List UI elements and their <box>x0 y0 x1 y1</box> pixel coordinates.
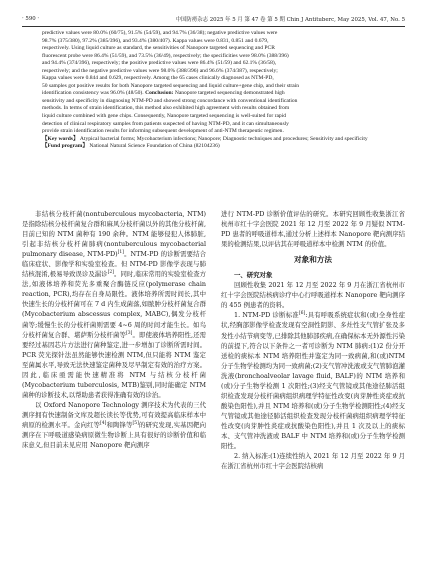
citation: [5] <box>132 420 139 426</box>
abstract-line: respectively; and the negative predictive values were 98.0% (388/396) and 96.6% (374/387), respectively; <box>42 67 278 74</box>
citation: [6] <box>298 311 306 317</box>
abstract-line: 98.7% (375/380), 97.2% (385/396), and 93.4% (380/407). Kappa values were 0.831, 0.851 and 0.679, <box>42 37 269 44</box>
journal-citation: 中国防痨杂志 2025 年 5 月 第 47 卷 第 5 期 Chin J Antituberc, May 2025, Vol. 47, No. 5 <box>175 17 405 23</box>
conclusion-line: methods. In terms of strain identification, this method also exhibited high agreement with results obtained from <box>42 105 290 112</box>
abstract-line: fluorescent probe were 86.4% (51/59), and 73.5% (36/49), respectively; the specificities were 98.0% (388/396) <box>42 52 289 59</box>
methods-paragraph-2 <box>221 310 405 451</box>
text-run: 。即使液体培养阳性,还需要经过基因芯片方法进行菌种鉴定,进一步增加了诊断所需时间。PCR 荧光探针法虽然能够快速检测 NTM,但只能将 NTM 鉴定至菌属水平,导致无法快速鉴定菌种及尽早制定有效的治疗方案。因此,临床亟需能快速精准将 NTM 与结核分枝杆菌(Mycobacterium tuberculosis, MTB)鉴别,同时能确定 NTM 菌种的诊断技术,以帮助患者获得准确有效的诊治。 <box>22 330 207 399</box>
abstract-line: respectively. Using liquid culture as standard, the sensitivities of Nanopore targeted sequencing and PCR <box>42 45 275 52</box>
subsection-heading: 一、研究对象 <box>234 271 273 280</box>
citation: [2] <box>107 270 114 276</box>
abstract-conclusion-line <box>42 90 385 98</box>
abstract-line: predictive values were 80.0% (60/75), 91.5% (54/59), and 94.7% (36/38); negative predictive values were <box>42 30 278 36</box>
fund-label: 【Fund program】 <box>42 143 88 150</box>
methods-paragraph-1: 回顾性收集 2021 年 12 月至 2022 年 9 月在浙江省杭州市红十字会医院结核病诊疗中心行呼吸道样本 Nanopore 靶向测序的 455 例患者的资料。 <box>221 281 405 310</box>
conclusion-line: liquid culture combined with gene chips. Consequently, Nanopore targeted sequencing is well-suited for rapid <box>42 113 287 120</box>
section-heading: 对象和方法 <box>294 255 332 265</box>
intro-paragraph-1 <box>22 209 206 400</box>
text-run: 的研究发现,实基因靶向测序在下呼吸道感染病原微生物诊断上具有很好的诊断价值和临床意义,但目前未见应用 Nanopore 靶向测序 <box>22 420 206 450</box>
fund-line <box>42 143 385 151</box>
intro-paragraph-2 <box>22 400 206 450</box>
english-abstract <box>42 30 385 151</box>
keywords-text: Atypical bacterial forms; Mycobacterium infections; Nanopore; Diagnostic techniques and procedures; Sensitivity and specificity <box>79 135 368 142</box>
right-column <box>221 209 405 567</box>
text-run: :具有呼吸系统症状和(或)全身性症状,经胸部影像学检查发现有空洞性阴影、多灶性支气管扩张及多发性小结节病变等,已排除其他肺部疾病,在确保标本无外源性污染的前提下,符合以下条件之一者可诊断为 NTM 肺病:(1)2 份分开送检的痰标本 NTM 培养阳性并鉴定为同一致病菌,和(或)NTM 分子生物学检测均为同一致病菌;(2)支气管冲洗液或支气管肺泡灌洗液(bronchoalveolar lavage fluid, BALF)的 NTM 培养和(或)分子生物学检测 1 次阳性;(3)经支气管镜或其他途径肺活组织检查发现分枝杆菌病组织病理学特征性改变(肉芽肿性炎症或抗酸染色阳性),并且 NTM 培养和(或)分子生物学检测阳性;(4)经支气管镜或其他途径肺活组织检查发现分枝杆菌病组织病理学特征性改变(肉芽肿性炎症或抗酸染色阳性),并且 1 次及以上的痰标本、支气管冲洗液或 BALF 中 NTM 培养和(或)分子生物学检测阳性。 <box>221 311 405 451</box>
citation: [4] <box>100 420 107 426</box>
text-run: 非结核分枝杆菌(nontuberculous mycobacteria, NTM)是指除结核分枝杆菌复合群和麻风分枝杆菌以外的其他分枝杆菌,目前已知的 NTM 菌种有 190 余种。NTM 能够侵犯人体肺脏,引起非结核分枝杆菌肺病(nontuberculous mycobacterial pulmonary disease, NTM-PD) <box>22 210 206 259</box>
left-column <box>22 209 206 567</box>
text-run: 和陶锋等 <box>106 420 133 429</box>
conclusion-line: sensitivity and specificity in diagnosing NTM-PD and showed strong concordance with conventional identification <box>42 97 298 104</box>
conclusion-line: provide strain identification results for informing subsequent development of anti-NTM therapeutic regimen. <box>42 128 284 135</box>
page-number: · 590 · <box>22 16 40 22</box>
conclusion-text: Nanopore targeted sequencing demonstrated high <box>174 90 285 97</box>
methods-paragraph-3: 2. 纳入标准:(1)连续性纳入 2021 年 12 月至 2022 年 9 月在浙江省杭州市红十字会医院结核病 <box>221 452 405 471</box>
abstract-line: Kappa values were 0.844 and 0.629, respectively. Among the 65 cases clinically diagnosed as NTM-PD, <box>42 75 274 82</box>
abstract-line: and 94.4% (374/396), respectively; the positive predictive values were 86.4% (51/59) and 62.1% (36/58), <box>42 60 277 67</box>
citation: [1] <box>117 250 124 256</box>
abstract-tail: identification consistency was 96.0% (48/50). <box>42 90 144 97</box>
conclusion-line: detection of clinical respiratory samples from patients suspected of having NTM-PD, and it can simultaneously <box>42 120 289 127</box>
header-divider <box>22 26 405 27</box>
body-columns <box>22 209 405 567</box>
abstract-line: 50 samples got positive results for both Nanopore targeted sequencing and liquid culture+gene chip, and their strain <box>42 82 300 89</box>
text-run: 以 Oxford Nanopore Technology 测序技术为代表的三代测序拥有快速制备文库及超长读长等优势,可有效提高临床样本中病原的检测水平。金向红等 <box>22 400 206 429</box>
text-run: 1. NTM-PD 诊断标准 <box>234 311 299 320</box>
running-header <box>22 13 405 25</box>
conclusion-label: Conclusion: <box>145 90 174 97</box>
text-run: 。同时,临床常用的实验室检查方法,如液体培养和荧光多重聚合酶链反应(polymerase chain reaction, PCR),均存在自身局限性。液体培养所需时间长,其中快速生长的分枝杆菌可在 7 d 内生成菌落,如脓肿分枝杆菌复合群(Mycobacterium abscessus complex, MABC),偶发分枝杆菌等;缓慢生长的分枝杆菌则需要 4~6 周的时间才能生长。如鸟分枝杆菌复合群、堪萨斯分枝杆菌等 <box>22 270 207 339</box>
intro-paragraph-3: 进行 NTM-PD 诊断价值评估的研究。本研究回顾性收集浙江省杭州市红十字会医院 2021 年 12 月至 2022 年 9 月疑似 NTM-PD 患者的呼吸道样本,通过分析上述样本 Nanopore 靶向测序结果的检测结果,以评估其在呼吸道样本中检测 NTM 的价值。 <box>221 210 405 249</box>
citation: [3] <box>126 330 133 336</box>
keywords-label: 【Key words】 <box>42 135 79 142</box>
fund-text: National Natural Science Foundation of China (82104236) <box>89 143 220 150</box>
text-run: 。NTM-PD 的诊断需要结合临床症状、影像学和实验室检查。但 NTM-PD 影像学表现与肺结核混淆,极易导致误诊及漏诊 <box>22 250 207 279</box>
